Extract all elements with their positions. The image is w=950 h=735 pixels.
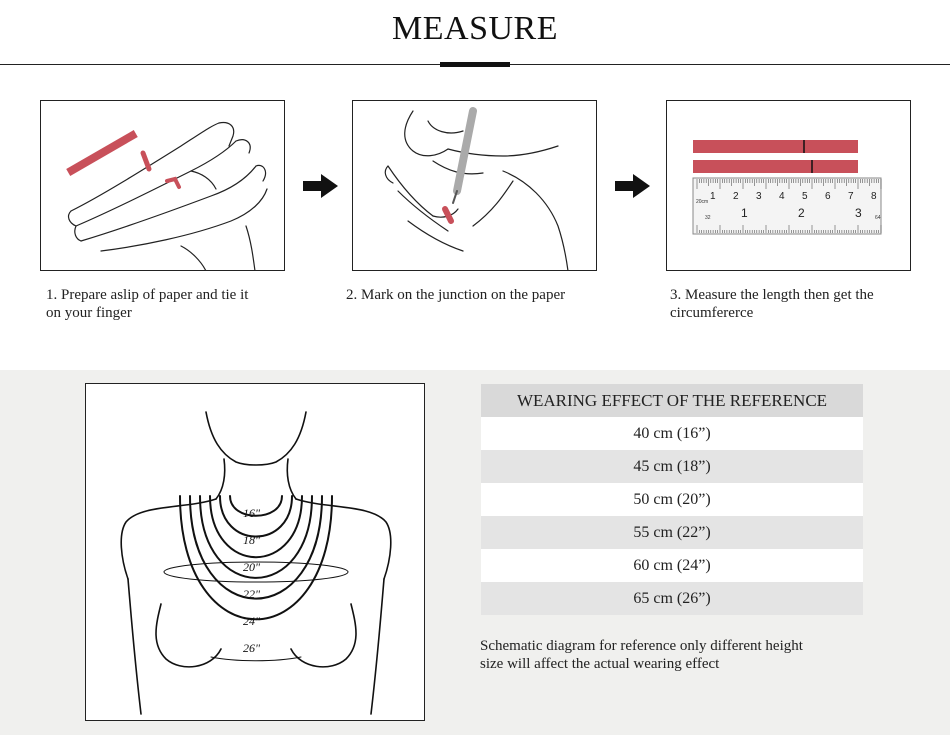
right-arrow-icon	[613, 173, 651, 199]
step-2-illustration	[352, 100, 597, 271]
table-row: 60 cm (24”)	[481, 549, 863, 582]
ruler-cm-number: 1	[710, 191, 716, 202]
step-3-caption	[670, 286, 874, 322]
reference-note	[480, 637, 880, 673]
right-arrow-icon	[301, 173, 339, 199]
necklace-length-label: 20"	[243, 560, 261, 574]
table-row: 40 cm (16”)	[481, 417, 863, 450]
table-row: 45 cm (18”)	[481, 450, 863, 483]
ruler-cm-number: 5	[802, 191, 808, 202]
ruler-cm-number: 4	[779, 191, 785, 202]
step-3-caption-line-2: circumfererce	[670, 305, 754, 321]
ruler-cm-number: 8	[871, 191, 877, 202]
ruler-inch-number: 3	[855, 206, 862, 220]
ruler-cm-number: 6	[825, 191, 831, 202]
reference-note-line-2: size will affect the actual wearing effect	[480, 656, 720, 672]
necklace-length-label: 24"	[243, 614, 261, 628]
paper-strip-top	[693, 140, 858, 153]
reference-note-line-1: Schematic diagram for reference only different height	[480, 638, 803, 654]
wearing-effect-table	[481, 384, 863, 615]
table-header: WEARING EFFECT OF THE REFERENCE	[481, 384, 863, 417]
step-2-caption-line-1: 2. Mark on the junction on the paper	[346, 287, 566, 303]
ruler-inch-number: 1	[741, 206, 748, 220]
step-1-caption-line-2: on your finger	[46, 305, 132, 321]
step-2-caption	[346, 286, 565, 304]
table-row: 55 cm (22”)	[481, 516, 863, 549]
paper-strip-bottom	[693, 160, 858, 173]
page-title: MEASURE	[392, 10, 558, 47]
table-row: 65 cm (26”)	[481, 582, 863, 615]
step-3-caption-line-1: 3. Measure the length then get the	[670, 287, 874, 303]
table-row: 50 cm (20”)	[481, 483, 863, 516]
necklace-length-diagram	[85, 383, 425, 721]
ruler-cm-number: 3	[756, 191, 762, 202]
ruler-inch-number: 2	[798, 206, 805, 220]
ruler-cm-number: 2	[733, 191, 739, 202]
step-1-caption	[46, 286, 248, 322]
necklace-length-label: 18"	[243, 533, 261, 547]
necklace-length-label: 22"	[243, 587, 261, 601]
ruler-unit-label: 20cm	[696, 199, 709, 205]
title-divider-accent	[440, 62, 510, 67]
ruler-cm-number: 7	[848, 191, 854, 202]
ruler	[693, 178, 881, 234]
step-3-illustration	[666, 100, 911, 271]
ruler-edge-label: 64	[875, 215, 881, 221]
ruler-inch-label: 32	[705, 215, 711, 221]
step-1-caption-line-1: 1. Prepare aslip of paper and tie it	[46, 287, 249, 303]
necklace-length-label: 16"	[243, 506, 261, 520]
necklace-length-label: 26"	[243, 641, 261, 655]
step-1-illustration	[40, 100, 285, 271]
